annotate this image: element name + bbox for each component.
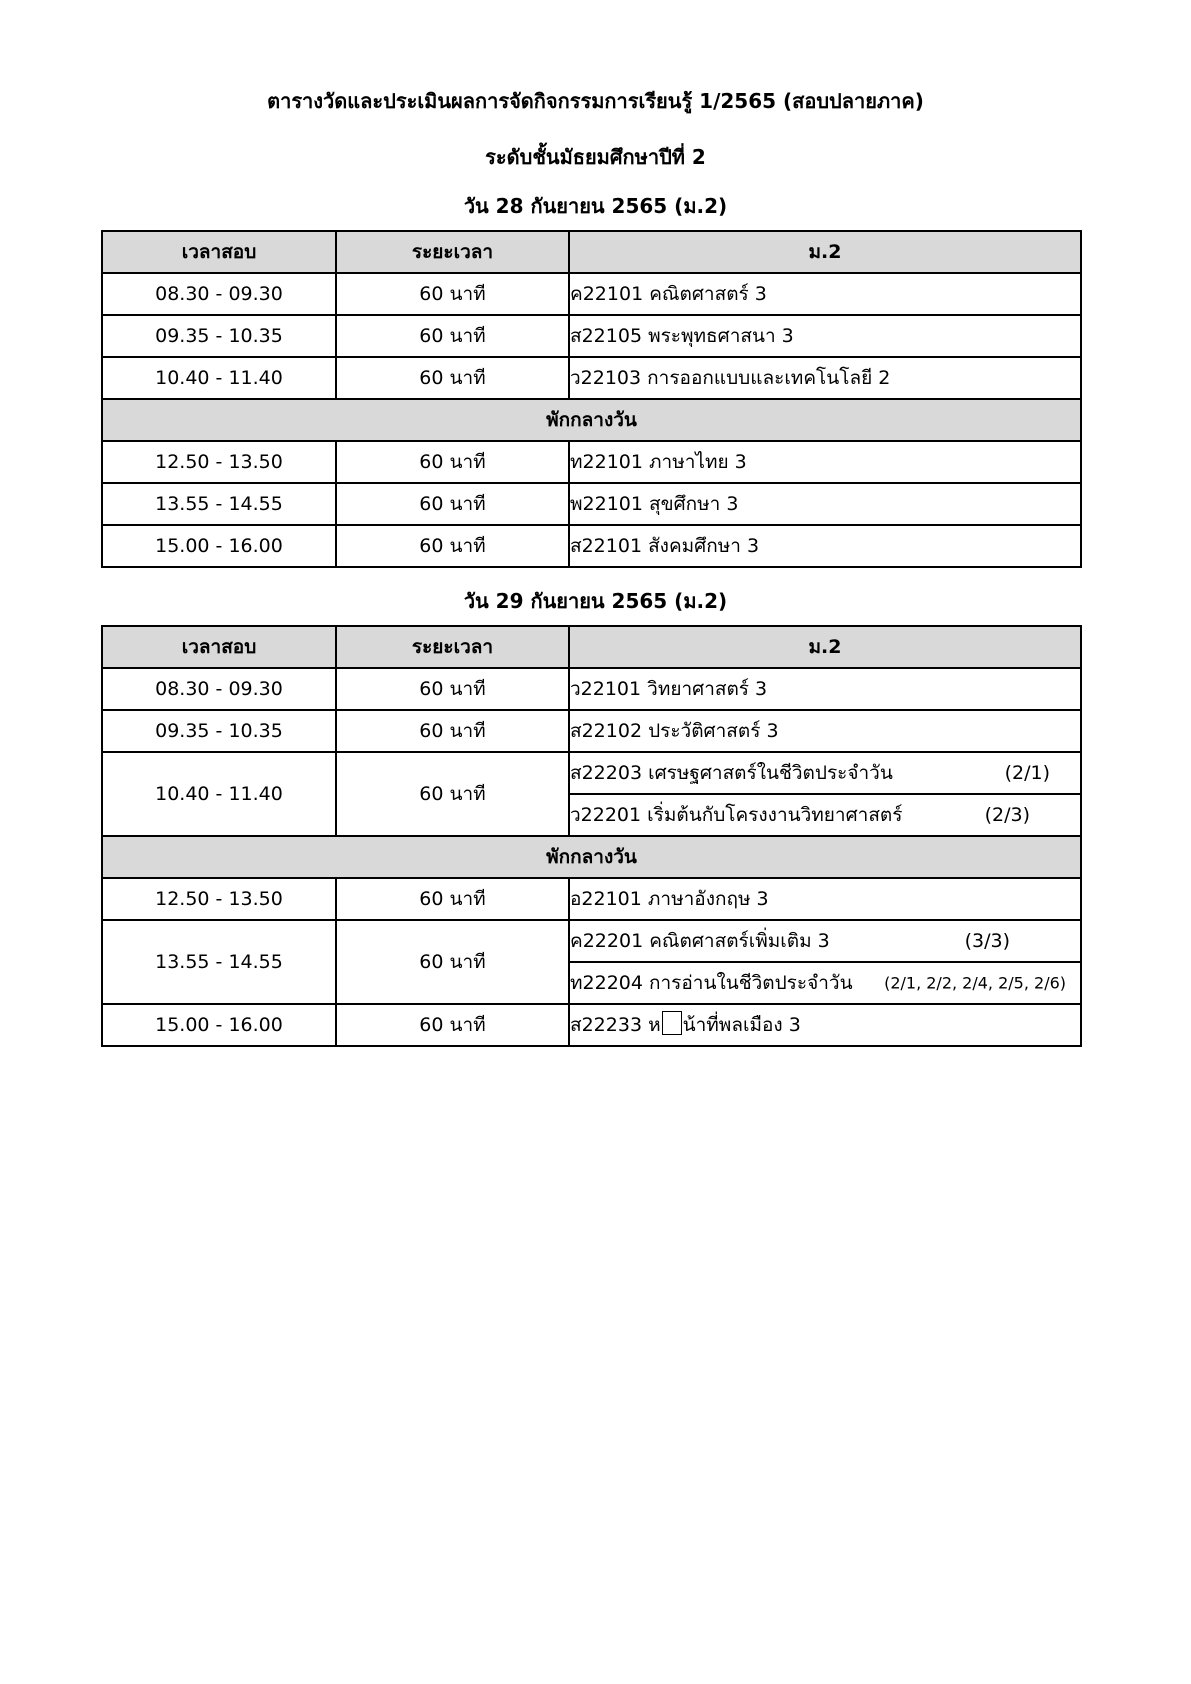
subject-name: ค22201 คณิตศาสตร์เพิ่มเติม 3: [570, 930, 830, 952]
day1-heading: วัน 28 กันยายน 2565 (ม.2): [463, 194, 728, 218]
subject-classes: (2/1, 2/2, 2/4, 2/5, 2/6): [884, 973, 1066, 993]
exam-subject: ว22101 วิทยาศาสตร์ 3: [569, 668, 1081, 710]
table-row: [102, 525, 1081, 567]
document-title: ตารางวัดและประเมินผลการจัดกิจกรรมการเรียนรู้ 1/2565 (สอบปลายภาค): [267, 89, 924, 113]
exam-time: 09.35 - 10.35: [102, 710, 336, 752]
table-row: [102, 357, 1081, 399]
table-row: [102, 878, 1081, 920]
day2-heading: วัน 29 กันยายน 2565 (ม.2): [463, 589, 728, 613]
table-header-row: [102, 626, 1081, 668]
table-row: [102, 1004, 1081, 1046]
lunch-break-row: [102, 836, 1081, 878]
table-row: [102, 273, 1081, 315]
column-header-subject: ม.2: [569, 231, 1081, 273]
exam-duration: 60 นาที: [336, 920, 569, 1004]
table-row: [102, 752, 1081, 794]
exam-time: 09.35 - 10.35: [102, 315, 336, 357]
subject-classes: (2/3): [984, 804, 1030, 826]
exam-time: 13.55 - 14.55: [102, 920, 336, 1004]
exam-duration: 60 นาที: [336, 752, 569, 836]
exam-subject: [569, 1004, 1081, 1046]
subject-name: ส22203 เศรษฐศาสตร์ในชีวิตประจำวัน: [570, 762, 893, 784]
column-header-time: เวลาสอบ: [102, 231, 336, 273]
subject-classes: (2/1): [1004, 762, 1050, 784]
exam-subject: ค22101 คณิตศาสตร์ 3: [569, 273, 1081, 315]
document-subtitle: ระดับชั้นมัธยมศึกษาปีที่ 2: [485, 145, 706, 169]
lunch-break-label: พักกลางวัน: [102, 399, 1081, 441]
table-header-row: [102, 231, 1081, 273]
exam-time: 08.30 - 09.30: [102, 668, 336, 710]
exam-time: 12.50 - 13.50: [102, 441, 336, 483]
lunch-break-row: [102, 399, 1081, 441]
table-row: [102, 441, 1081, 483]
exam-subject: [569, 752, 1081, 794]
exam-duration: 60 นาที: [336, 315, 569, 357]
exam-subject: [569, 962, 1081, 1004]
day2-schedule-table: [101, 625, 1082, 1047]
exam-duration: 60 นาที: [336, 273, 569, 315]
column-header-time: เวลาสอบ: [102, 626, 336, 668]
table-row: [102, 710, 1081, 752]
exam-subject: ส22102 ประวัติศาสตร์ 3: [569, 710, 1081, 752]
column-header-duration: ระยะเวลา: [336, 231, 569, 273]
exam-duration: 60 นาที: [336, 878, 569, 920]
subject-name-suffix: น้าที่พลเมือง 3: [682, 1014, 801, 1036]
exam-duration: 60 นาที: [336, 668, 569, 710]
exam-duration: 60 นาที: [336, 357, 569, 399]
exam-time: 10.40 - 11.40: [102, 357, 336, 399]
table-row: [102, 920, 1081, 962]
exam-time: 08.30 - 09.30: [102, 273, 336, 315]
exam-time: 12.50 - 13.50: [102, 878, 336, 920]
exam-time: 15.00 - 16.00: [102, 525, 336, 567]
exam-time: 15.00 - 16.00: [102, 1004, 336, 1046]
exam-subject: อ22101 ภาษาอังกฤษ 3: [569, 878, 1081, 920]
subject-name-prefix: ส22233 ห: [570, 1014, 661, 1036]
subject-name: ว22201 เริ่มต้นกับโครงงานวิทยาศาสตร์: [570, 804, 903, 826]
subject-classes: (3/3): [964, 930, 1010, 952]
exam-duration: 60 นาที: [336, 525, 569, 567]
table-row: [102, 668, 1081, 710]
table-row: [102, 315, 1081, 357]
exam-duration: 60 นาที: [336, 441, 569, 483]
exam-duration: 60 นาที: [336, 1004, 569, 1046]
day1-schedule-table: [101, 230, 1082, 568]
exam-time: 10.40 - 11.40: [102, 752, 336, 836]
exam-duration: 60 นาที: [336, 483, 569, 525]
column-header-duration: ระยะเวลา: [336, 626, 569, 668]
exam-subject: [569, 794, 1081, 836]
lunch-break-label: พักกลางวัน: [102, 836, 1081, 878]
table-row: [102, 483, 1081, 525]
column-header-subject: ม.2: [569, 626, 1081, 668]
exam-subject: [569, 920, 1081, 962]
exam-time: 13.55 - 14.55: [102, 483, 336, 525]
exam-subject: ท22101 ภาษาไทย 3: [569, 441, 1081, 483]
exam-subject: พ22101 สุขศึกษา 3: [569, 483, 1081, 525]
missing-glyph-box: [662, 1011, 682, 1035]
subject-name: ท22204 การอ่านในชีวิตประจำวัน: [570, 972, 853, 994]
exam-subject: ส22101 สังคมศึกษา 3: [569, 525, 1081, 567]
exam-subject: ว22103 การออกแบบและเทคโนโลยี 2: [569, 357, 1081, 399]
exam-duration: 60 นาที: [336, 710, 569, 752]
exam-subject: ส22105 พระพุทธศาสนา 3: [569, 315, 1081, 357]
